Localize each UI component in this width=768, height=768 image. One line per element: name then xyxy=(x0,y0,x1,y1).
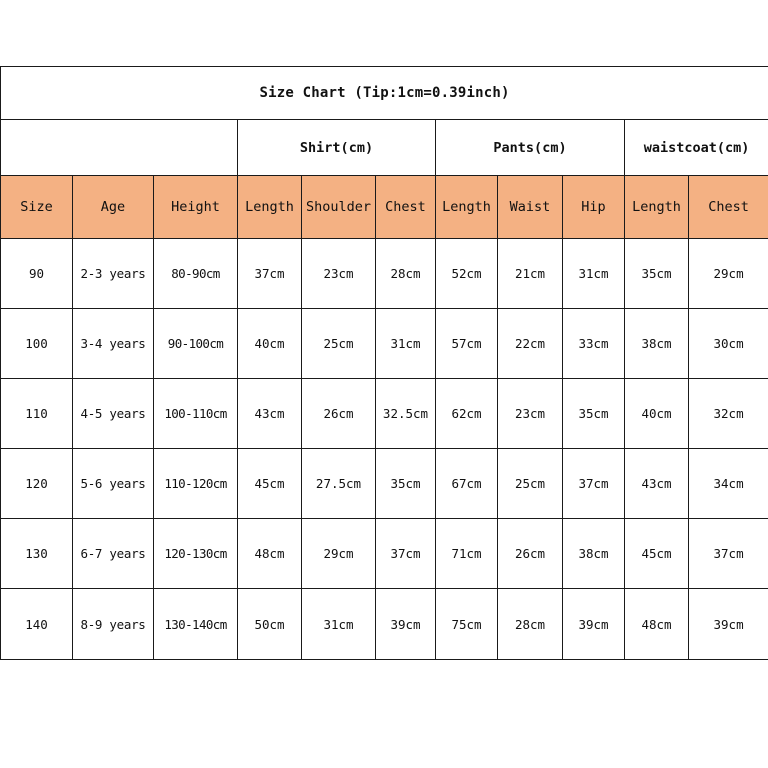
column-header-age: Age xyxy=(73,176,154,239)
cell-shirt-length: 40cm xyxy=(238,309,302,379)
cell-shirt-shoulder: 29cm xyxy=(302,519,376,589)
cell-pants-length: 57cm xyxy=(436,309,498,379)
column-header-pants-length: Length xyxy=(436,176,498,239)
cell-waistcoat-length: 48cm xyxy=(625,589,689,660)
cell-waistcoat-length: 38cm xyxy=(625,309,689,379)
column-header-pants-waist: Waist xyxy=(498,176,563,239)
cell-waistcoat-length: 45cm xyxy=(625,519,689,589)
cell-pants-waist: 21cm xyxy=(498,239,563,309)
cell-pants-waist: 23cm xyxy=(498,379,563,449)
cell-pants-waist: 25cm xyxy=(498,449,563,519)
cell-size: 130 xyxy=(1,519,73,589)
cell-pants-length: 52cm xyxy=(436,239,498,309)
cell-shirt-shoulder: 23cm xyxy=(302,239,376,309)
column-header-size: Size xyxy=(1,176,73,239)
cell-size: 110 xyxy=(1,379,73,449)
group-header-blank xyxy=(1,120,238,176)
cell-height: 130-140cm xyxy=(154,589,238,660)
column-header-shirt-chest: Chest xyxy=(376,176,436,239)
cell-shirt-length: 45cm xyxy=(238,449,302,519)
cell-waistcoat-chest: 39cm xyxy=(689,589,768,660)
cell-age: 3-4 years xyxy=(73,309,154,379)
cell-pants-hip: 37cm xyxy=(563,449,625,519)
cell-shirt-chest: 35cm xyxy=(376,449,436,519)
cell-waistcoat-length: 35cm xyxy=(625,239,689,309)
cell-waistcoat-chest: 32cm xyxy=(689,379,768,449)
cell-pants-hip: 33cm xyxy=(563,309,625,379)
cell-size: 140 xyxy=(1,589,73,660)
cell-height: 100-110cm xyxy=(154,379,238,449)
cell-shirt-length: 37cm xyxy=(238,239,302,309)
cell-waistcoat-chest: 30cm xyxy=(689,309,768,379)
chart-title: Size Chart (Tip:1cm=0.39inch) xyxy=(1,67,768,120)
size-chart-table xyxy=(0,66,768,660)
cell-waistcoat-chest: 37cm xyxy=(689,519,768,589)
group-header-shirt: Shirt(cm) xyxy=(238,120,436,176)
cell-pants-length: 67cm xyxy=(436,449,498,519)
title-row xyxy=(1,67,768,120)
cell-age: 2-3 years xyxy=(73,239,154,309)
cell-height: 110-120cm xyxy=(154,449,238,519)
column-header-pants-hip: Hip xyxy=(563,176,625,239)
cell-size: 90 xyxy=(1,239,73,309)
cell-age: 4-5 years xyxy=(73,379,154,449)
table-row xyxy=(1,379,768,449)
cell-height: 90-100cm xyxy=(154,309,238,379)
cell-age: 8-9 years xyxy=(73,589,154,660)
table-row xyxy=(1,309,768,379)
cell-shirt-chest: 39cm xyxy=(376,589,436,660)
cell-pants-length: 71cm xyxy=(436,519,498,589)
cell-waistcoat-length: 43cm xyxy=(625,449,689,519)
cell-height: 80-90cm xyxy=(154,239,238,309)
cell-pants-hip: 31cm xyxy=(563,239,625,309)
cell-pants-hip: 39cm xyxy=(563,589,625,660)
group-header-pants: Pants(cm) xyxy=(436,120,625,176)
cell-shirt-shoulder: 27.5cm xyxy=(302,449,376,519)
column-header-shirt-shoulder: Shoulder xyxy=(302,176,376,239)
cell-shirt-length: 43cm xyxy=(238,379,302,449)
cell-shirt-shoulder: 26cm xyxy=(302,379,376,449)
cell-shirt-shoulder: 31cm xyxy=(302,589,376,660)
cell-shirt-length: 48cm xyxy=(238,519,302,589)
column-header-waistcoat-chest: Chest xyxy=(689,176,768,239)
cell-height: 120-130cm xyxy=(154,519,238,589)
column-header-row xyxy=(1,176,768,239)
column-header-waistcoat-length: Length xyxy=(625,176,689,239)
group-header-waistcoat: waistcoat(cm) xyxy=(625,120,768,176)
cell-waistcoat-chest: 34cm xyxy=(689,449,768,519)
cell-waistcoat-chest: 29cm xyxy=(689,239,768,309)
cell-size: 120 xyxy=(1,449,73,519)
cell-pants-waist: 22cm xyxy=(498,309,563,379)
table-row xyxy=(1,449,768,519)
cell-shirt-chest: 28cm xyxy=(376,239,436,309)
cell-age: 6-7 years xyxy=(73,519,154,589)
column-header-shirt-length: Length xyxy=(238,176,302,239)
cell-shirt-chest: 32.5cm xyxy=(376,379,436,449)
cell-pants-length: 62cm xyxy=(436,379,498,449)
cell-shirt-shoulder: 25cm xyxy=(302,309,376,379)
cell-pants-waist: 28cm xyxy=(498,589,563,660)
group-header-row xyxy=(1,120,768,176)
cell-pants-hip: 35cm xyxy=(563,379,625,449)
cell-pants-waist: 26cm xyxy=(498,519,563,589)
table-row xyxy=(1,589,768,660)
cell-pants-length: 75cm xyxy=(436,589,498,660)
table-row xyxy=(1,519,768,589)
cell-shirt-chest: 31cm xyxy=(376,309,436,379)
cell-waistcoat-length: 40cm xyxy=(625,379,689,449)
cell-size: 100 xyxy=(1,309,73,379)
table-row xyxy=(1,239,768,309)
cell-age: 5-6 years xyxy=(73,449,154,519)
cell-pants-hip: 38cm xyxy=(563,519,625,589)
cell-shirt-chest: 37cm xyxy=(376,519,436,589)
column-header-height: Height xyxy=(154,176,238,239)
cell-shirt-length: 50cm xyxy=(238,589,302,660)
